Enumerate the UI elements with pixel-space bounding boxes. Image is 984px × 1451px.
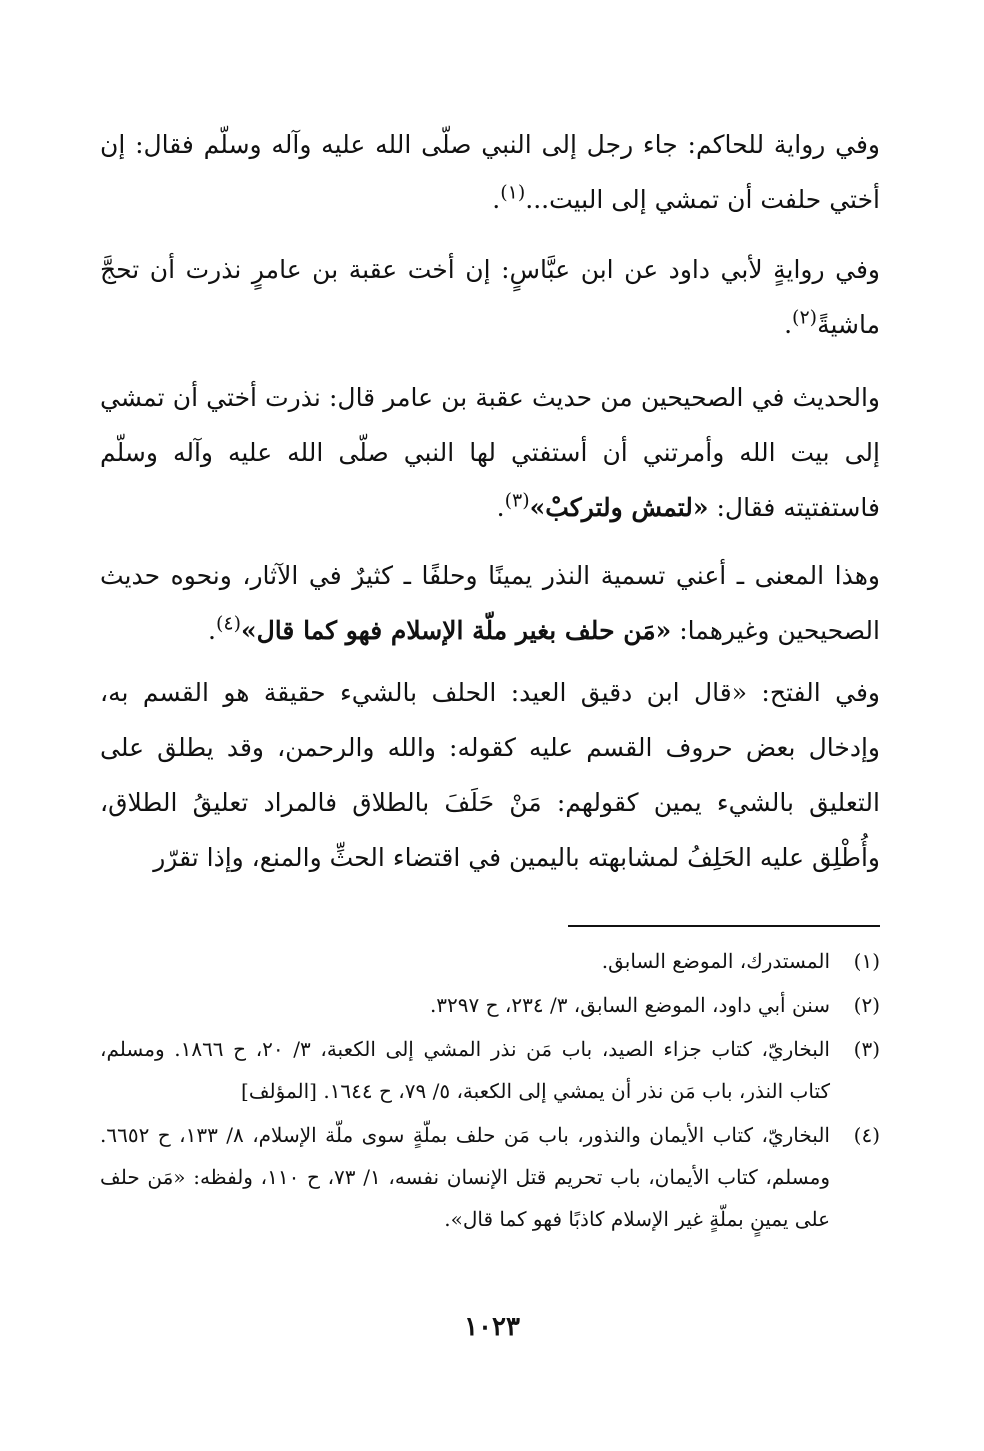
- footnote-text: البخاريّ، كتاب جزاء الصيد، باب مَن نذر المشي إلى الكعبة، ٣/ ٢٠، ح ١٨٦٦. ومسلم، كتاب النذر، باب مَن نذر أن يمشي إلى الكعبة، ٥/ ٧٩، ح ١٦٤٤. [المؤلف]: [100, 1037, 830, 1103]
- footnote-text: البخاريّ، كتاب الأيمان والنذور، باب مَن حلف بملّةٍ سوى ملّة الإسلام، ٨/ ١٣٣، ح ٦٦٥٢. ومسلم، كتاب الأيمان، باب تحريم قتل الإنسان نفسه، ١/ ٧٣، ح ١١٠، ولفظه: «مَن حلف على يمينٍ بملّةٍ غير الإسلام كاذبًا فهو كما قال».: [100, 1123, 830, 1231]
- paragraph-fath-quote: [100, 665, 880, 885]
- paragraph-end: .: [208, 616, 216, 645]
- footnote-reference[interactable]: (٢): [792, 306, 818, 329]
- footnote-item: [100, 984, 880, 1026]
- paragraph-hakim-narration: [100, 117, 880, 227]
- footnote-text: المستدرك، الموضع السابق.: [601, 949, 830, 973]
- paragraph-meaning: [100, 548, 880, 658]
- footnote-reference[interactable]: (١): [500, 181, 526, 204]
- footnotes: [100, 940, 880, 1242]
- footnote-text: سنن أبي داود، الموضع السابق، ٣/ ٢٣٤، ح ٣٢٩٧.: [429, 993, 830, 1017]
- paragraph-text: وفي روايةٍ لأبي داود عن ابن عبَّاسٍ: إن أخت عقبة بن عامرٍ نذرت أن تحجَّ ماشيةً: [100, 255, 880, 339]
- page-number: ١٠٢٣: [464, 1312, 520, 1342]
- paragraph-text: والحديث في الصحيحين من حديث عقبة بن عامر قال: نذرت أختي أن تمشي إلى بيت الله وأمرتني أن أستفتي لها النبي صلّى الله عليه وآله وسلّم فاستفتيته فقال:: [100, 383, 880, 522]
- paragraph-text: وفي الفتح: «قال ابن دقيق العيد: الحلف بالشيء حقيقة هو القسم به، وإدخال بعض حروف القسم عليه كقوله: والله والرحمن، وقد يطلق على التعليق بالشيء يمين كقولهم: مَنْ حَلَفَ بالطلاق فالمراد تعليقُ الطلاق، وأُطْلِق عليه الحَلِفُ لمشابهته باليمين في اقتضاء الحثِّ والمنع، وإذا تقرّر: [100, 678, 880, 872]
- footnote-reference[interactable]: (٤): [215, 612, 242, 635]
- footnote-reference[interactable]: (٣): [504, 489, 530, 512]
- paragraph-text: وفي رواية للحاكم: جاء رجل إلى النبي صلّى الله عليه وآله وسلّم فقال: إن أختي حلفت أن تمشي إلى البيت...: [100, 130, 880, 214]
- paragraph-end: .: [496, 493, 505, 522]
- footnote-item: [100, 1114, 880, 1240]
- hadith-quote: «مَن حلف بغير ملّة الإسلام فهو كما قال»: [241, 616, 672, 645]
- footnote-separator: [568, 925, 880, 927]
- hadith-quote: «لتمش ولتركبْ»: [529, 493, 709, 522]
- paragraph-end: .: [492, 185, 501, 214]
- footnote-number: (٢): [853, 993, 880, 1017]
- footnote-number: (٣): [853, 1037, 880, 1061]
- paragraph-end: .: [784, 310, 793, 339]
- paragraph-sahihayn-hadith: [100, 370, 880, 535]
- footnote-item: [100, 940, 880, 982]
- footnote-item: [100, 1028, 880, 1112]
- footnote-number: (١): [853, 949, 880, 973]
- footnote-number: (٤): [853, 1123, 880, 1147]
- paragraph-text: وهذا المعنى ـ أعني تسمية النذر يمينًا وحلفًا ـ كثيرٌ في الآثار، ونحوه حديث الصحيحين وغيرهما:: [100, 561, 880, 645]
- paragraph-abu-dawud-narration: [100, 242, 880, 352]
